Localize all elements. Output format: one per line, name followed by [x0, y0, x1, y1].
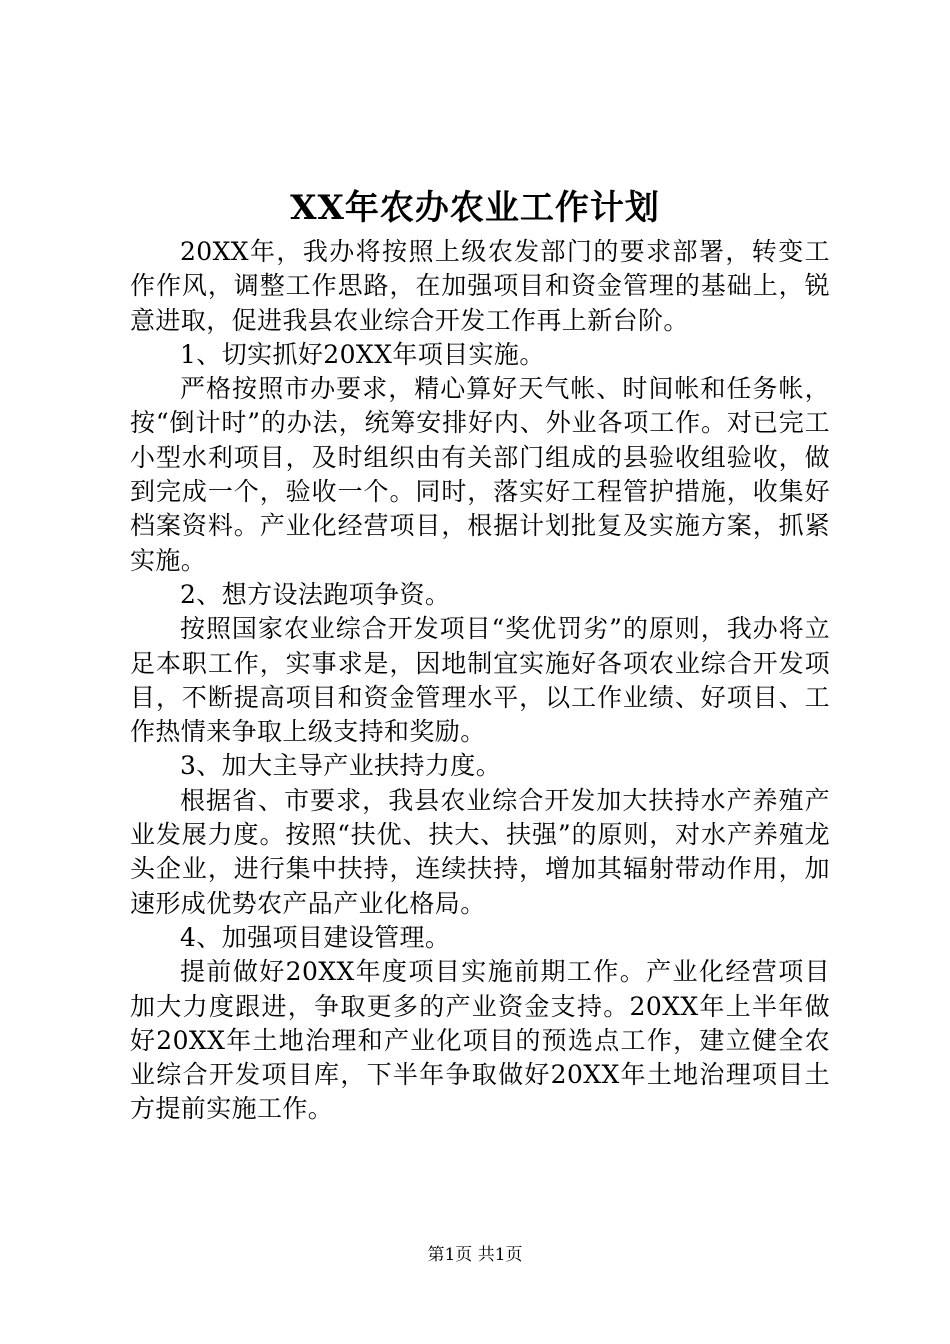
intro-paragraph: 20XX年，我办将按照上级农发部门的要求部署，转变工作作风，调整工作思路，在加强项目和资金管理的基础上，锐意进取，促进我县农业综合开发工作再上新台阶。 [130, 237, 830, 335]
document-title: XX年农办农业工作计划 [290, 188, 660, 228]
section-heading-2: 2、想方设法跑项争资。 [180, 579, 451, 609]
section-heading-4: 4、加强项目建设管理。 [180, 922, 451, 952]
page-number-footer: 第1页 共1页 [427, 1245, 523, 1265]
document-body [130, 235, 830, 1127]
section-heading-1: 1、切实抓好20XX年项目实施。 [180, 339, 545, 369]
section-body-4: 提前做好20XX年度项目实施前期工作。产业化经营项目加大力度跟进，争取更多的产业资金支持。20XX年上半年做好20XX年土地治理和产业化项目的预选点工作，建立健全农业综合开发项目库，下半年争取做好20XX年土地治理项目土方提前实施工作。 [130, 957, 830, 1124]
section-body-1: 严格按照市办要求，精心算好天气帐、时间帐和任务帐，按“倒计时”的办法，统筹安排好内、外业各项工作。对已完工小型水利项目，及时组织由有关部门组成的县验收组验收，做到完成一个，验收一个。同时，落实好工程管护措施，收集好档案资料。产业化经营项目，根据计划批复及实施方案，抓紧实施。 [130, 374, 830, 575]
section-heading-3: 3、加大主导产业扶持力度。 [180, 751, 502, 781]
section-body-2: 按照国家农业综合开发项目“奖优罚劣”的原则，我办将立足本职工作，实事求是，因地制宜实施好各项农业综合开发项目，不断提高项目和资金管理水平，以工作业绩、好项目、工作热情来争取上级支持和奖励。 [130, 614, 830, 747]
section-body-3: 根据省、市要求，我县农业综合开发加大扶持水产养殖产业发展力度。按照“扶优、扶大、扶强”的原则，对水产养殖龙头企业，进行集中扶持，连续扶持，增加其辐射带动作用，加速形成优势农产品产业化格局。 [130, 785, 830, 918]
